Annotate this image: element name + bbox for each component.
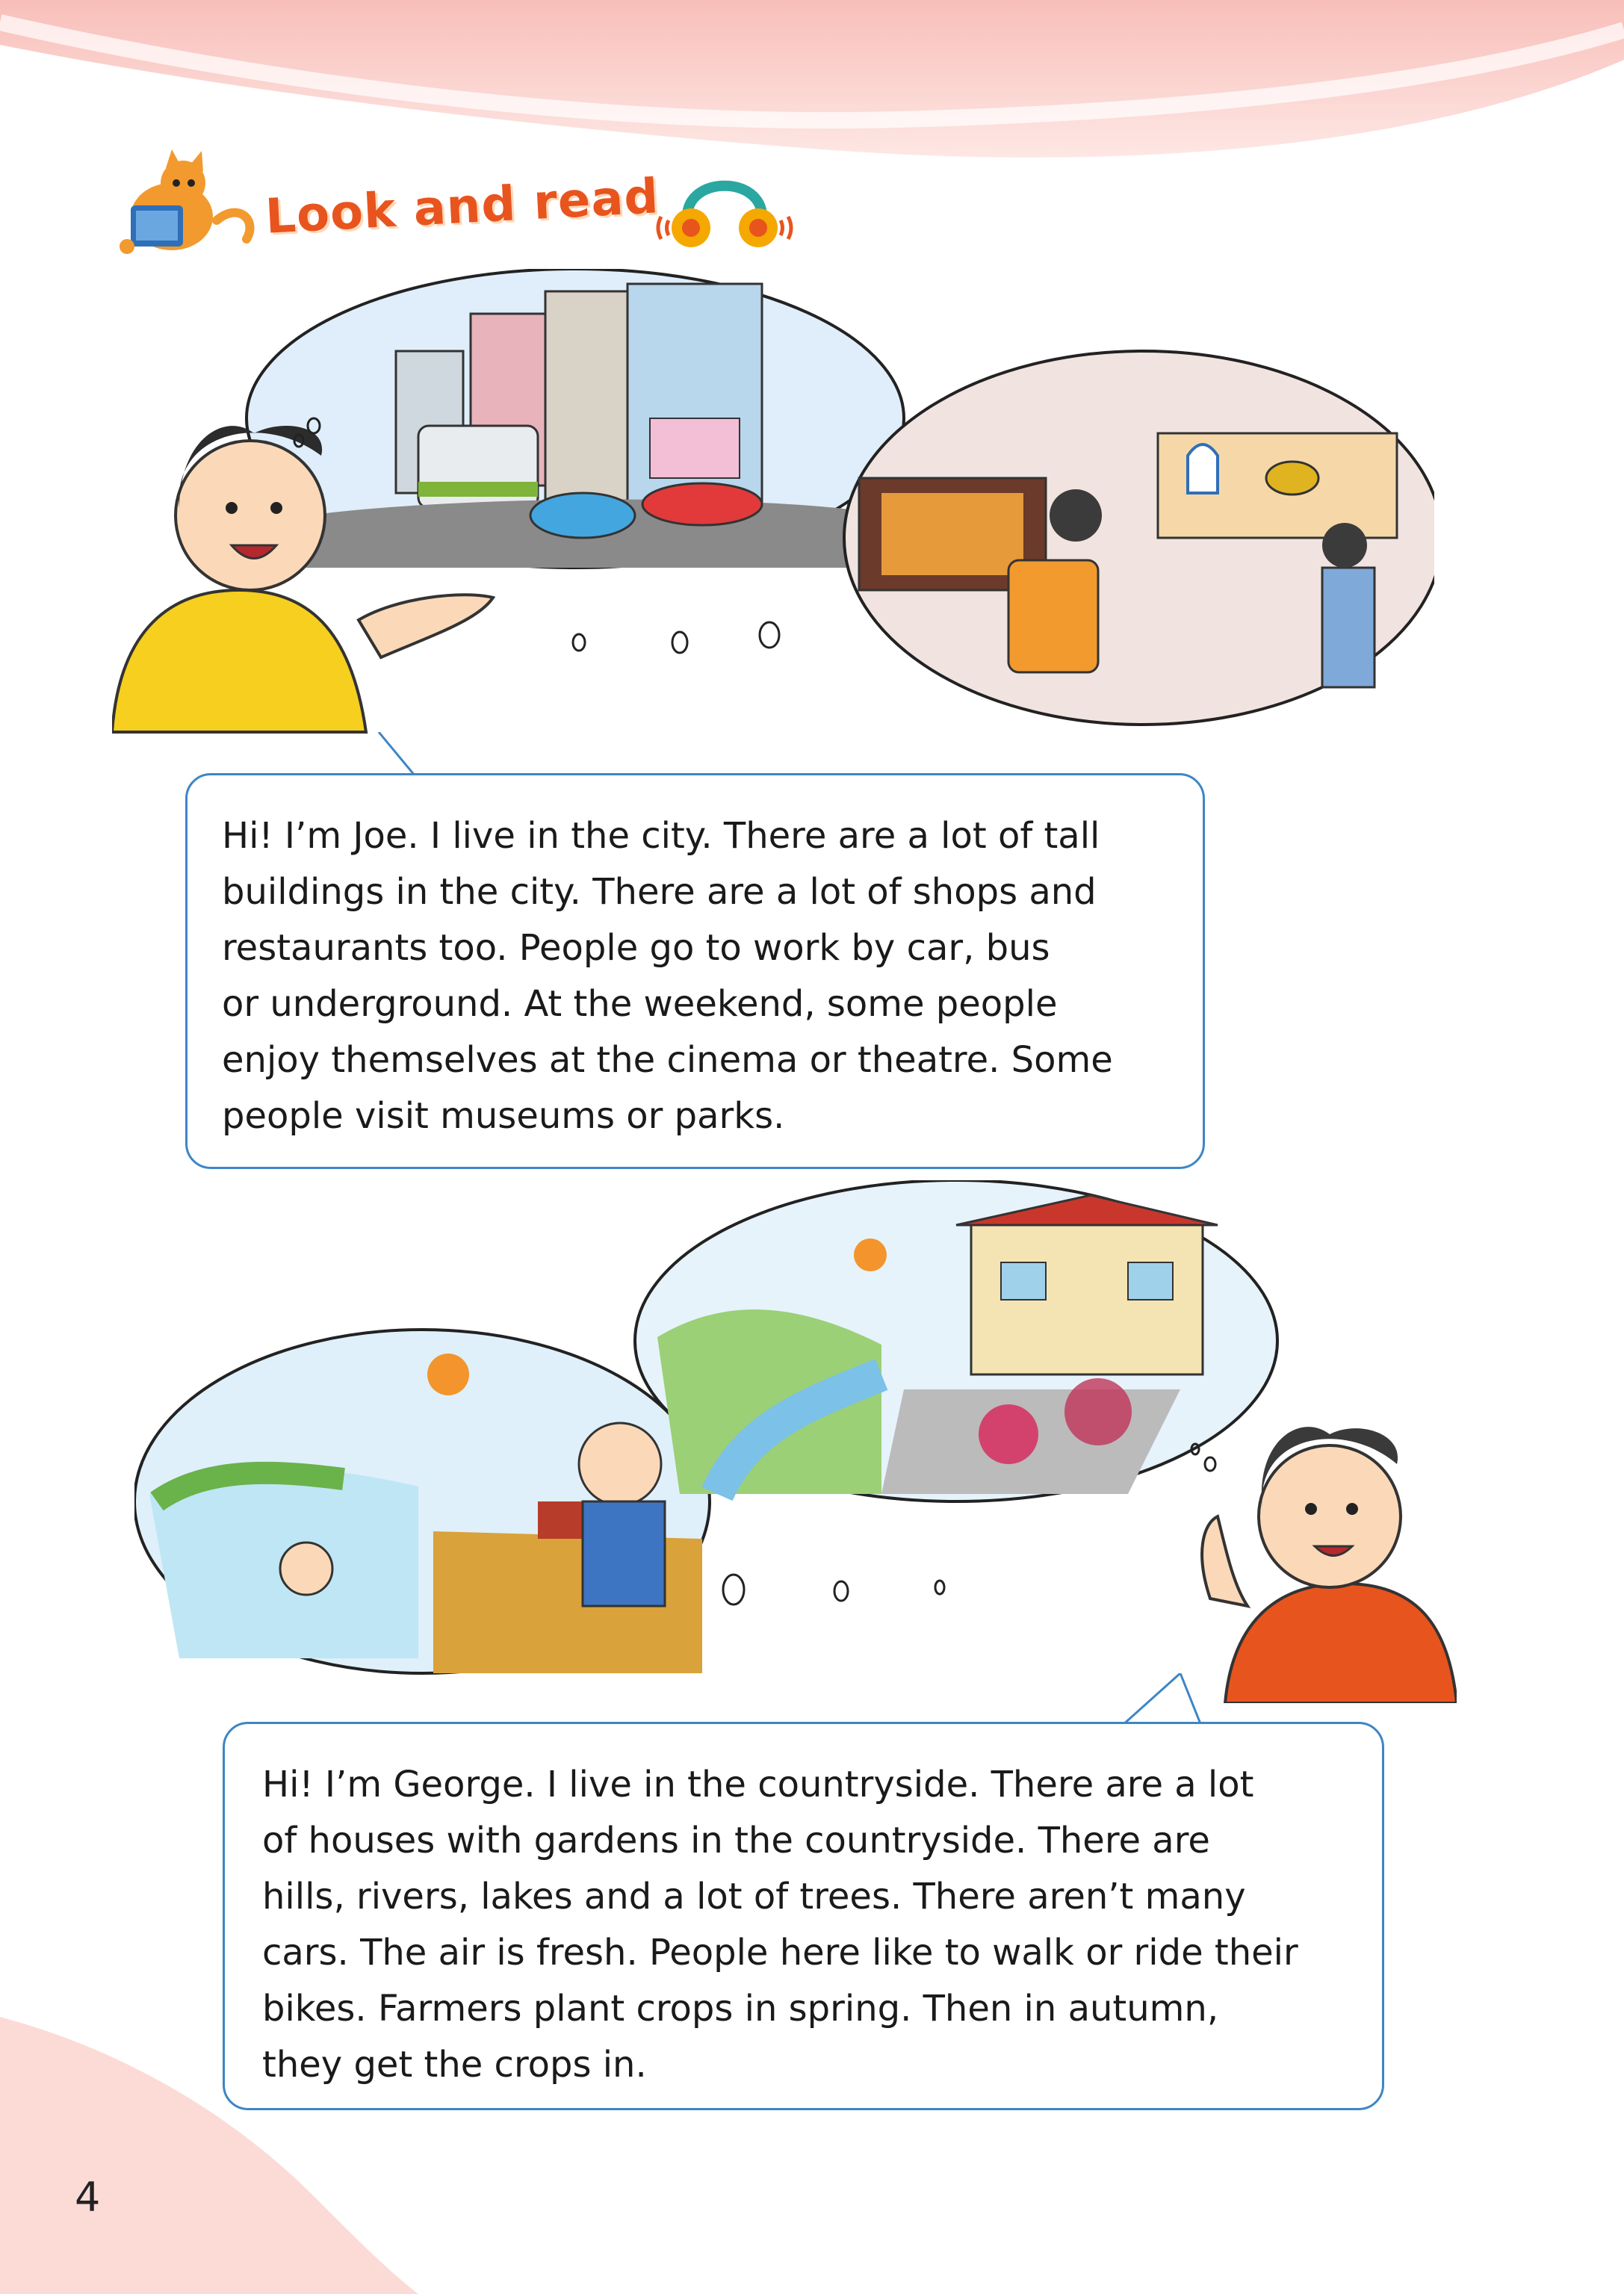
section-title: Look and read	[264, 169, 660, 245]
george-speech-text: Hi! I’m George. I live in the countryside. There are a lot of houses with gardens in the countryside. There are hills, rivers, lakes and a lot of trees. There aren’t many cars. The air is fresh. People here like to walk or ride their bikes. Farmers plant crops in spring. Then in autumn, they get the crops in.	[262, 1764, 1298, 2086]
countryside-scene-illustration	[134, 1180, 1457, 1703]
city-scene-illustration	[112, 269, 1434, 747]
section-header	[112, 149, 822, 269]
page-number: 4	[75, 2174, 101, 2221]
joe-speech-text: Hi! I’m Joe. I live in the city. There are a lot of tall buildings in the city. There are a lot of shops and restaurants too. People go to work by car, bus or underground. At the weekend, some people enjoy themselves at the cinema or theatre. Some people visit museums or parks.	[222, 815, 1113, 1137]
headphones-icon[interactable]	[650, 157, 799, 261]
joe-speech-bubble	[185, 773, 1205, 1169]
george-speech-bubble	[223, 1722, 1384, 2110]
cat-reading-book-icon	[112, 149, 269, 261]
boy-george-illustration	[1191, 1427, 1457, 1703]
speech-bubble-tail	[1121, 1673, 1203, 1726]
